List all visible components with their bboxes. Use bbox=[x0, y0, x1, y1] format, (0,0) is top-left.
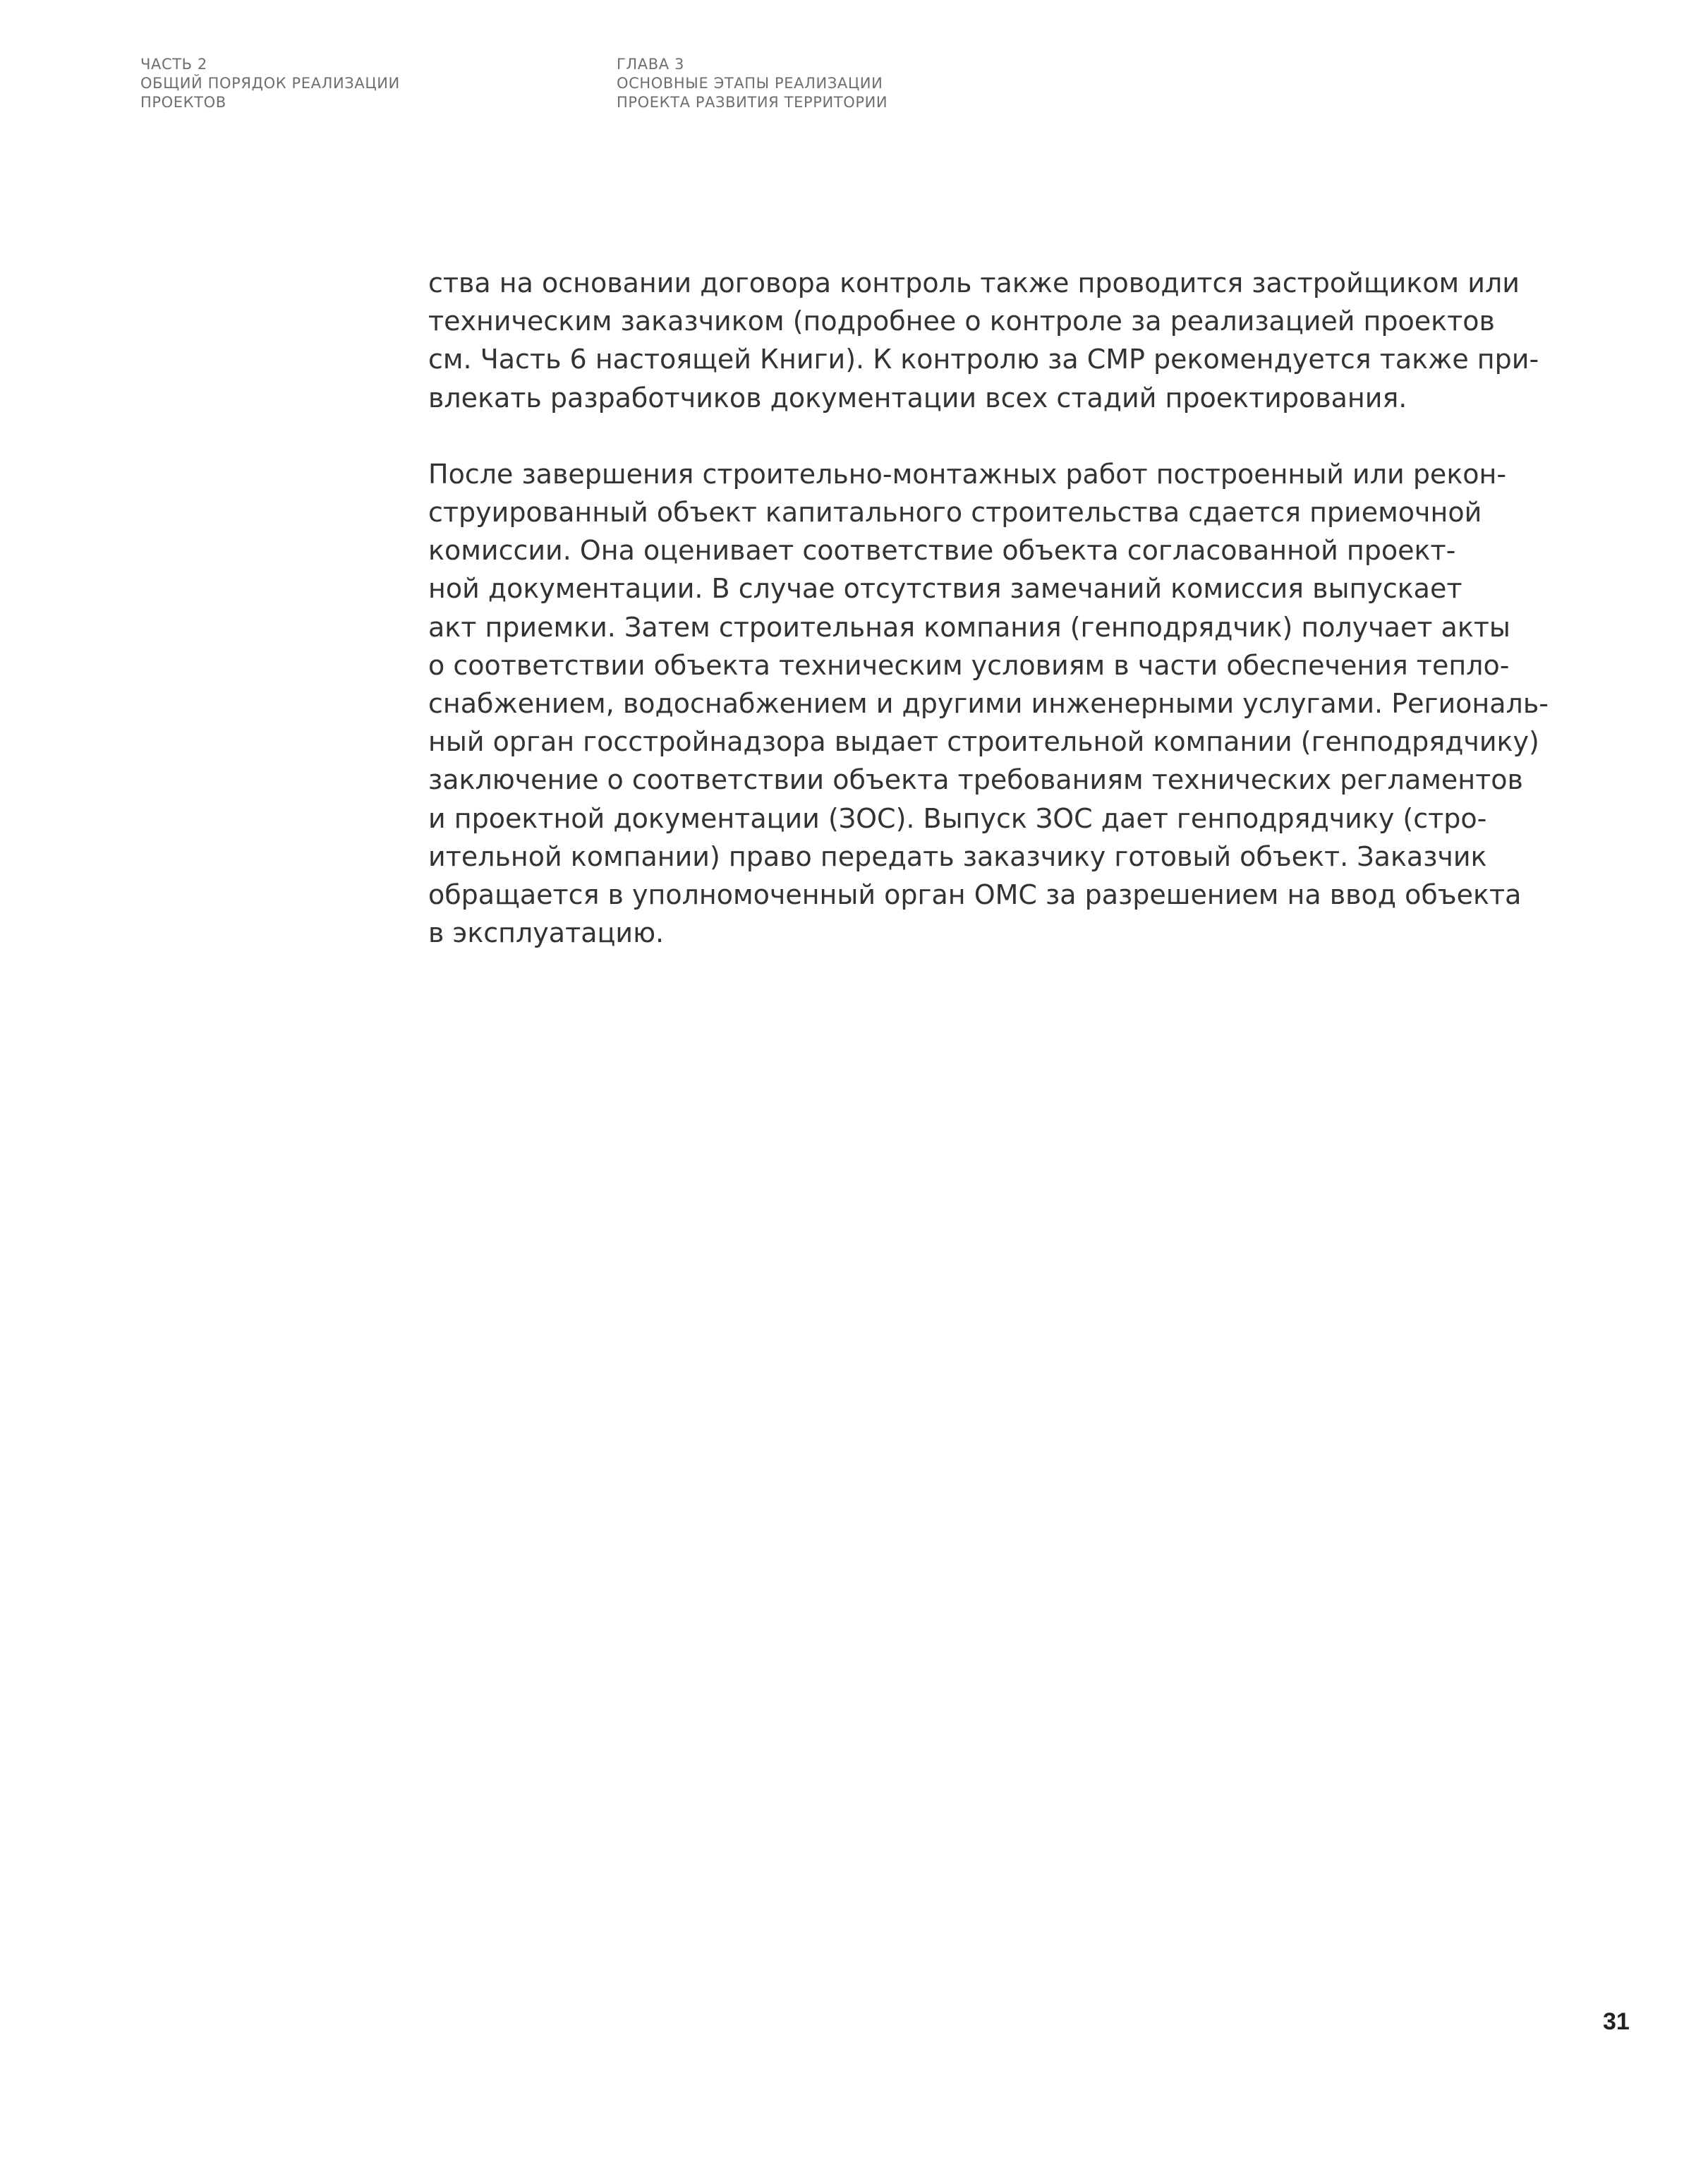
running-head-part bbox=[140, 55, 400, 112]
body-text bbox=[428, 264, 1549, 952]
text-line: влекать разработчиков документации всех стадий проектирования. bbox=[428, 382, 1407, 414]
text-line: акт приемки. Затем строительная компания (генподрядчик) получает акты bbox=[428, 611, 1510, 643]
text-line: ный орган госстройнадзора выдает строительной компании (генподрядчику) bbox=[428, 726, 1539, 758]
running-head-part-line: ОБЩИЙ ПОРЯДОК РЕАЛИЗАЦИИ bbox=[140, 75, 400, 92]
text-line: техническим заказчиком (подробнее о контроле за реализацией проектов bbox=[428, 306, 1495, 337]
running-head-part-line: ЧАСТЬ 2 bbox=[140, 56, 207, 73]
page-number: 31 bbox=[1603, 2008, 1630, 2035]
paragraph-2 bbox=[428, 455, 1549, 953]
text-line: ства на основании договора контроль также проводится застройщиком или bbox=[428, 267, 1520, 298]
text-line: см. Часть 6 настоящей Книги). К контролю за СМР рекомендуется также при- bbox=[428, 344, 1539, 375]
running-head-part-line: ПРОЕКТОВ bbox=[140, 94, 226, 111]
text-line: снабжением, водоснабжением и другими инженерными услугами. Региональ- bbox=[428, 688, 1549, 720]
text-line: заключение о соответствии объекта требованиям технических регламентов bbox=[428, 764, 1523, 796]
running-head-chapter-line: ГЛАВА 3 bbox=[617, 56, 684, 73]
text-line: в эксплуатацию. bbox=[428, 917, 665, 949]
running-head-chapter-line: ПРОЕКТА РАЗВИТИЯ ТЕРРИТОРИИ bbox=[617, 94, 888, 111]
running-head-chapter-line: ОСНОВНЫЕ ЭТАПЫ РЕАЛИЗАЦИИ bbox=[617, 75, 883, 92]
text-line: о соответствии объекта техническим условиям в части обеспечения тепло- bbox=[428, 649, 1510, 681]
text-line: После завершения строительно-монтажных работ построенный или рекон- bbox=[428, 458, 1507, 490]
text-line: ной документации. В случае отсутствия замечаний комиссия выпускает bbox=[428, 573, 1462, 605]
text-line: комиссии. Она оценивает соответствие объекта согласованной проект- bbox=[428, 535, 1456, 567]
text-line: ительной компании) право передать заказчику готовый объект. Заказчик bbox=[428, 840, 1487, 872]
paragraph-1 bbox=[428, 264, 1539, 417]
text-line: обращается в уполномоченный орган ОМС за разрешением на ввод объекта bbox=[428, 879, 1522, 911]
running-head-chapter bbox=[617, 55, 888, 112]
text-line: струированный объект капитального строительства сдается приемочной bbox=[428, 497, 1482, 529]
text-line: и проектной документации (ЗОС). Выпуск ЗОС дает генподрядчику (стро- bbox=[428, 802, 1487, 834]
